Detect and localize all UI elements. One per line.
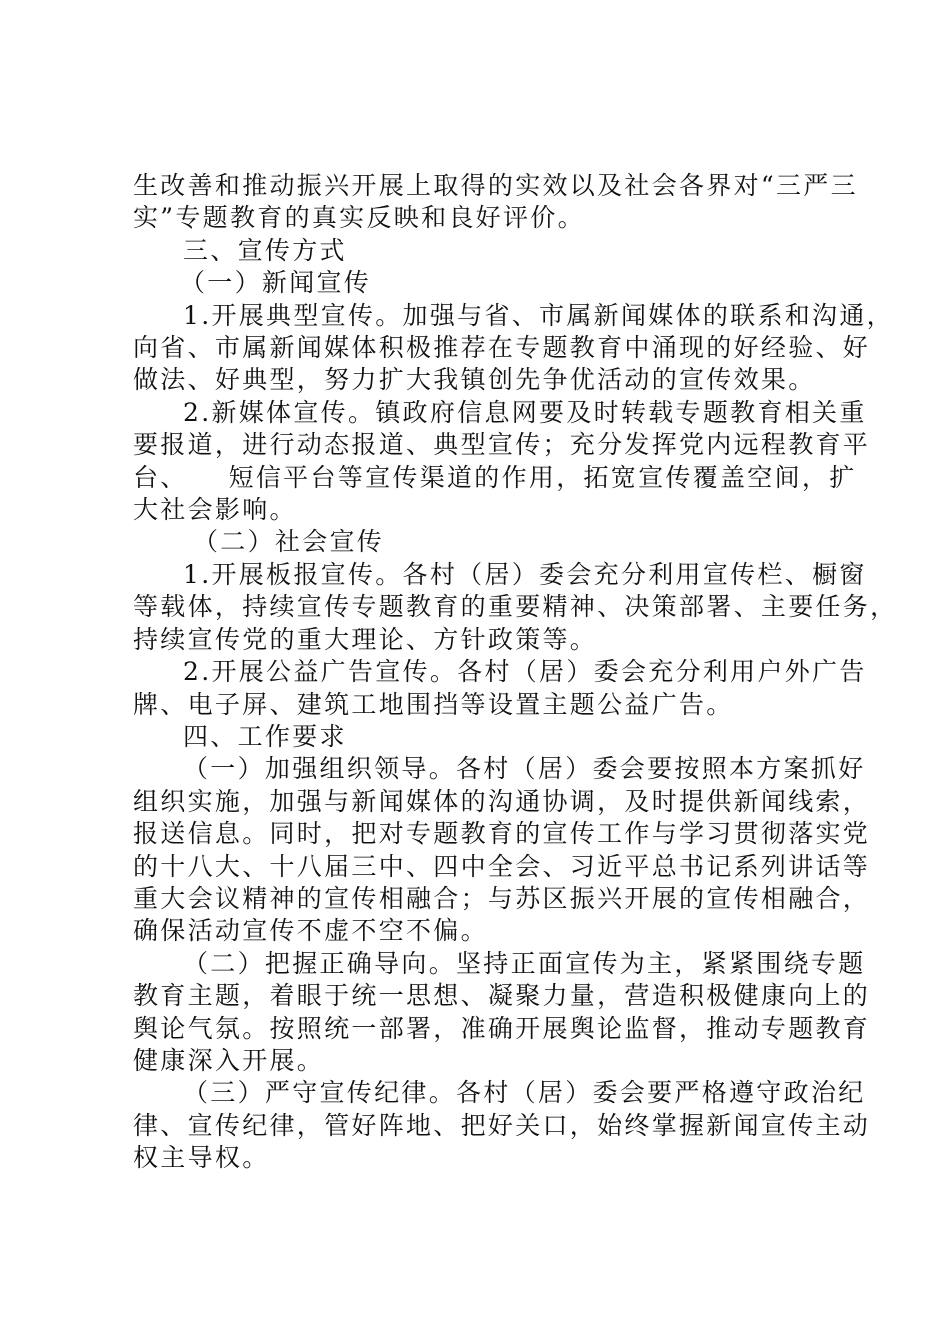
text-line: 权主导权。 bbox=[133, 1143, 270, 1173]
text-line: 律、宣传纪律，管好阵地、把好关口，始终掌握新闻宣传主动 bbox=[133, 1110, 871, 1140]
text-line: （三）严守宣传纪律。各村（居）委会要严格遵守政治纪 bbox=[183, 1078, 866, 1108]
text-line: 健康深入开展。 bbox=[133, 1045, 325, 1075]
section-heading: 四、工作要求 bbox=[183, 721, 347, 751]
section-heading: 三、宣传方式 bbox=[183, 235, 347, 265]
text-line: 持续宣传党的重大理论、方针政策等。 bbox=[133, 624, 598, 654]
text-line: 实”专题教育的真实反映和良好评价。 bbox=[133, 203, 585, 233]
text-line: 牌、电子屏、建筑工地围挡等设置主题公益广告。 bbox=[133, 689, 734, 719]
text-line: 1.开展典型宣传。加强与省、市属新闻媒体的联系和沟通， bbox=[183, 300, 894, 330]
text-line: 等载体，持续宣传专题教育的重要精神、决策部署、主要任务， bbox=[133, 592, 898, 622]
text-line: 台、 短信平台等宣传渠道的作用，拓宽宣传覆盖空间，扩 bbox=[133, 462, 857, 492]
document-body bbox=[133, 170, 898, 1175]
text-line: 报送信息。同时，把对专题教育的宣传工作与学习贯彻落实党 bbox=[133, 819, 871, 849]
text-line: 舆论气氛。按照统一部署，准确开展舆论监督，推动专题教育 bbox=[133, 1013, 871, 1043]
text-line: 2.开展公益广告宣传。各村（居）委会充分利用户外广告 bbox=[183, 657, 867, 687]
subsection-heading: （二）社会宣传 bbox=[193, 527, 385, 557]
text-line: 大社会影响。 bbox=[133, 495, 297, 525]
text-line: 组织实施，加强与新闻媒体的沟通协调，及时提供新闻线索， bbox=[133, 786, 871, 816]
text-line: 教育主题，着眼于统一思想、凝聚力量，营造积极健康向上的 bbox=[133, 981, 871, 1011]
text-line: 做法、好典型，努力扩大我镇创先争优活动的宣传效果。 bbox=[133, 365, 816, 395]
text-line: 确保活动宣传不虚不空不偏。 bbox=[133, 916, 488, 946]
text-line: 生改善和推动振兴开展上取得的实效以及社会各界对“三严三 bbox=[133, 171, 858, 200]
text-line: 要报道，进行动态报道、典型宣传；充分发挥党内远程教育平 bbox=[133, 430, 871, 460]
text-line: 1.开展板报宣传。各村（居）委会充分利用宣传栏、橱窗 bbox=[183, 559, 867, 589]
text-line: 重大会议精神的宣传相融合；与苏区振兴开展的宣传相融合， bbox=[133, 883, 871, 913]
text-line: （二）把握正确导向。坚持正面宣传为主，紧紧围绕专题 bbox=[183, 948, 866, 978]
subsection-heading: （一）新闻宣传 bbox=[180, 268, 372, 298]
text-line: 2.新媒体宣传。镇政府信息网要及时转载专题教育相关重 bbox=[183, 397, 867, 427]
text-line: （一）加强组织领导。各村（居）委会要按照本方案抓好 bbox=[183, 754, 866, 784]
text-line: 向省、市属新闻媒体积极推荐在专题教育中涌现的好经验、好 bbox=[133, 333, 871, 363]
text-line: 的十八大、十八届三中、四中全会、习近平总书记系列讲话等 bbox=[133, 851, 871, 881]
